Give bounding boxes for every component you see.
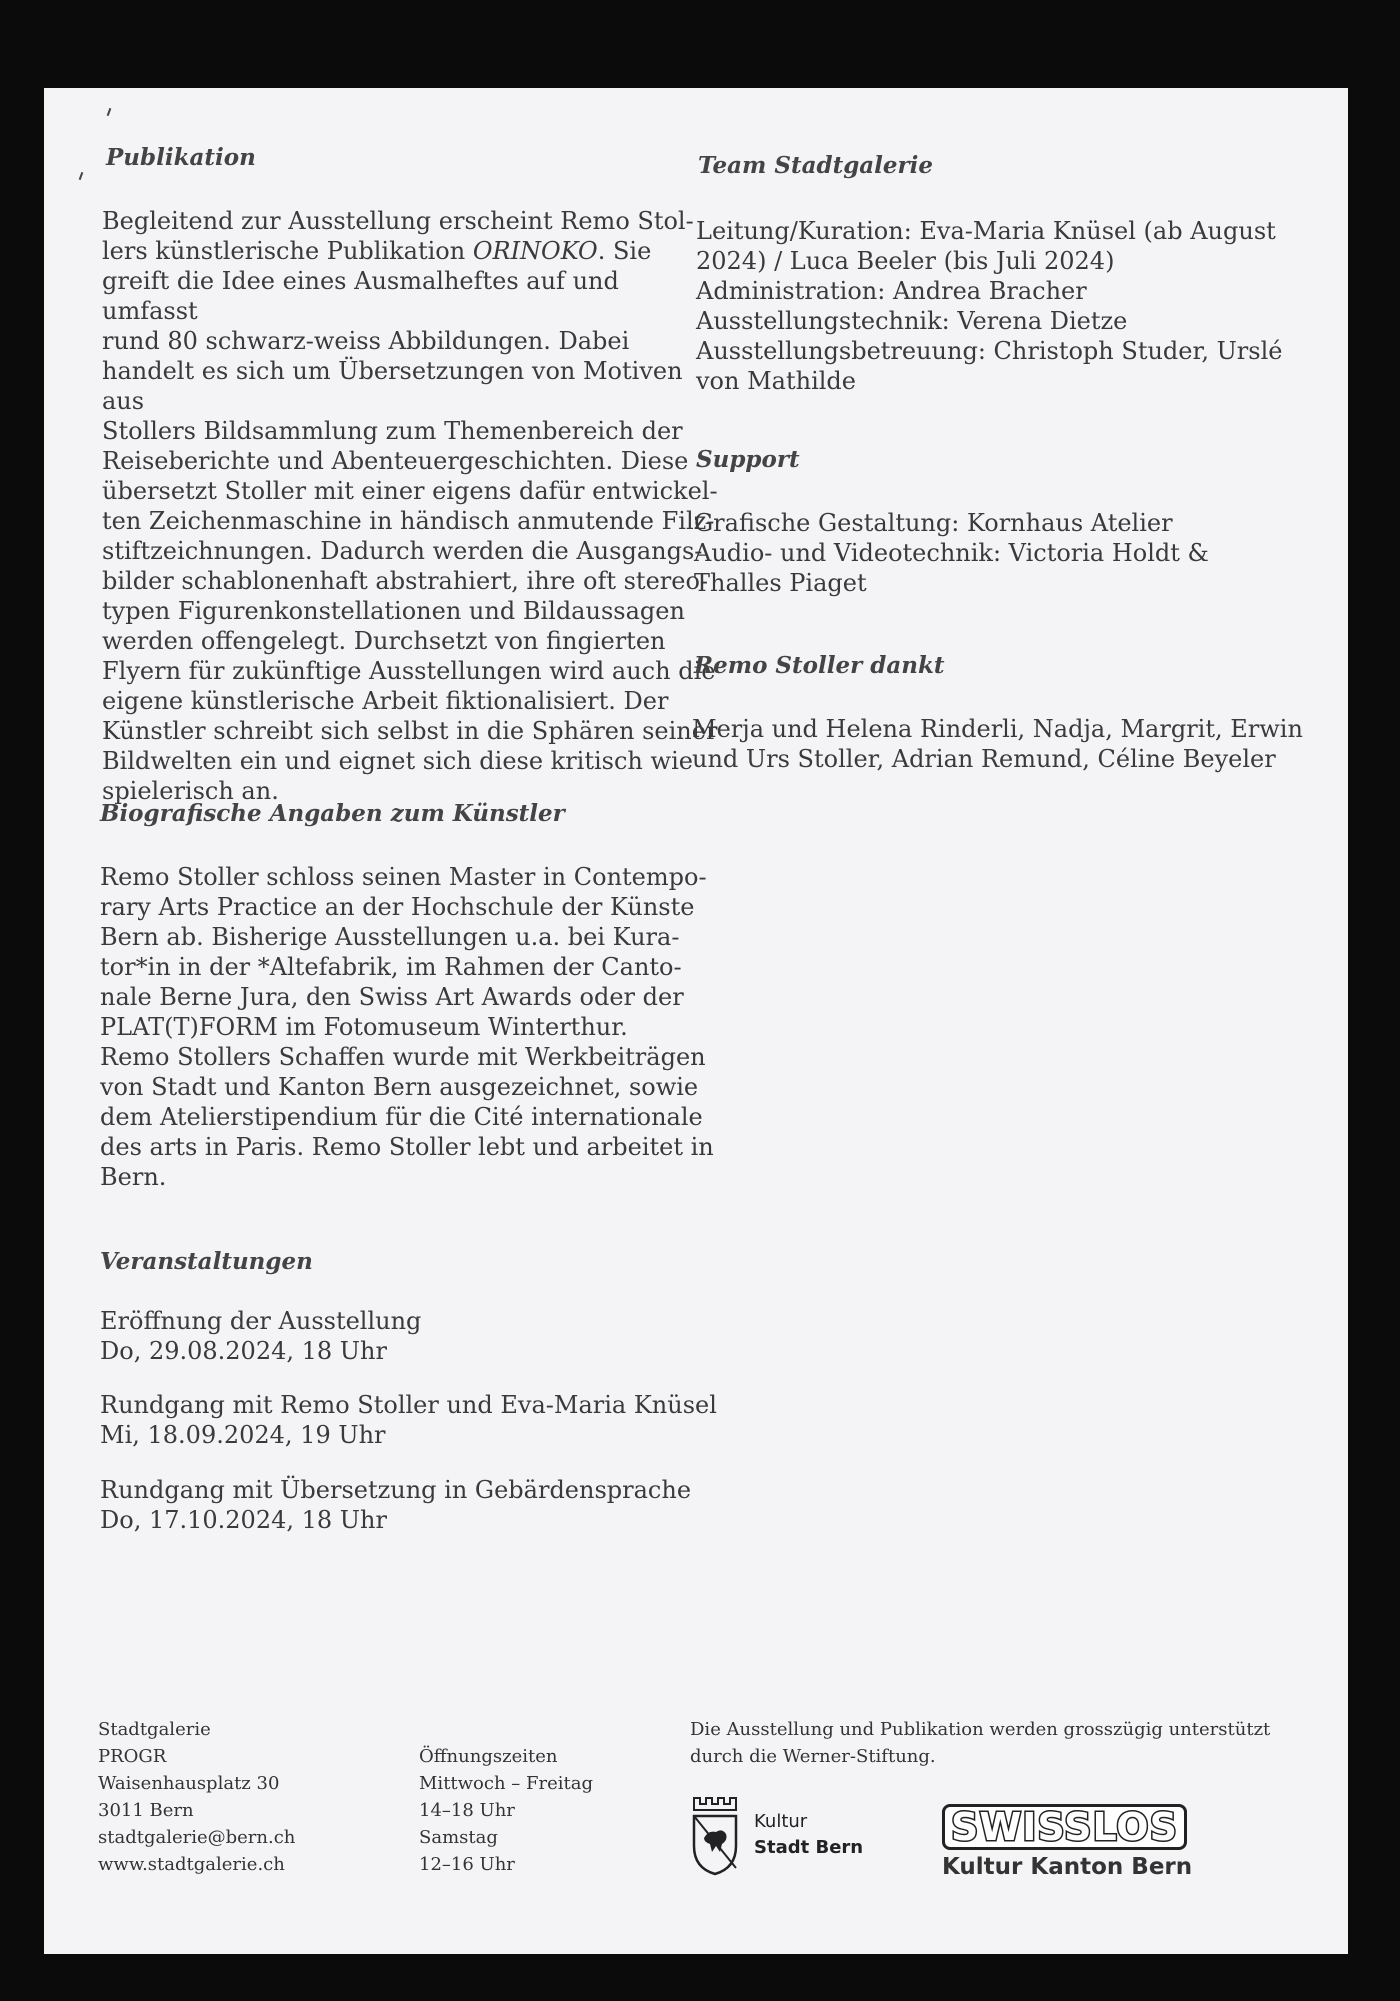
- publikation-body: [102, 206, 722, 806]
- text-line: PLAT(T)FORM im Fotomuseum Winterthur.: [100, 1013, 628, 1041]
- text-line: Thalles Piaget: [694, 569, 867, 597]
- footer-address: [98, 1716, 338, 1878]
- text-line: ten Zeichenmaschine in händisch anmutende Filz-: [102, 507, 715, 535]
- swisslos-logo: [942, 1804, 1192, 1880]
- team-heading: Team Stadtgalerie: [698, 152, 934, 179]
- text-line: Künstler schreibt sich selbst in die Sphären seiner: [102, 717, 718, 745]
- text-line: Leitung/Kuration: Eva-Maria Knüsel (ab August: [696, 217, 1276, 245]
- text-line: Merja und Helena Rinderli, Nadja, Margrit, Erwin: [692, 715, 1303, 743]
- text-line: Administration: Andrea Bracher: [696, 277, 1087, 305]
- address-line: PROGR: [98, 1746, 167, 1767]
- publikation-heading: Publikation: [106, 144, 256, 171]
- text-line: dem Atelierstipendium für die Cité internationale: [100, 1103, 703, 1131]
- text-line: nale Berne Jura, den Swiss Art Awards oder der: [100, 983, 684, 1011]
- hours-line: Samstag: [419, 1827, 498, 1848]
- document-page: [44, 88, 1348, 1954]
- text-line: Grafische Gestaltung: Kornhaus Atelier: [694, 509, 1173, 537]
- hours-line: Mittwoch – Freitag: [419, 1773, 594, 1794]
- sponsor-text: [690, 1716, 1310, 1770]
- text-line: typen Figurenkonstellationen und Bildaussagen: [102, 597, 685, 625]
- text-line: handelt es sich um Übersetzungen von Motiven aus: [102, 357, 683, 415]
- event-title: Rundgang mit Übersetzung in Gebärdensprache: [100, 1476, 692, 1504]
- swisslos-subtitle: Kultur Kanton Bern: [942, 1854, 1193, 1880]
- text-line: von Mathilde: [696, 367, 856, 395]
- support-body: [694, 508, 1314, 598]
- text-line: greift die Idee eines Ausmalheftes auf und umfasst: [102, 267, 619, 325]
- text-line: spielerisch an.: [102, 777, 279, 805]
- text-line: Stollers Bildsammlung zum Themenbereich der: [102, 417, 683, 445]
- text-line: Remo Stoller schloss seinen Master in Contempo-: [100, 863, 707, 891]
- team-body: [696, 216, 1316, 396]
- hours-line: Öffnungszeiten: [419, 1746, 558, 1767]
- pen-mark: [107, 108, 112, 116]
- text-line: Ausstellungstechnik: Verena Dietze: [696, 307, 1128, 335]
- logo-stadt-bern-text: Stadt Bern: [754, 1837, 864, 1858]
- text-line: Reiseberichte und Abenteuergeschichten. Diese: [102, 447, 689, 475]
- text-line: Begleitend zur Ausstellung erscheint Remo Stol-: [102, 207, 694, 235]
- publication-title: ORINOKO: [472, 237, 598, 265]
- bern-coat-of-arms-icon: [690, 1794, 740, 1876]
- logo-kultur-text: Kultur: [754, 1811, 808, 1832]
- support-heading: Support: [696, 446, 800, 473]
- text-line: des arts in Paris. Remo Stoller lebt und arbeitet in: [100, 1133, 714, 1161]
- text-line: lers künstlerische Publikation ORINOKO. Sie: [102, 237, 652, 265]
- text-line: übersetzt Stoller mit einer eigens dafür entwickel-: [102, 477, 718, 505]
- text-line: und Urs Stoller, Adrian Remund, Céline Beyeler: [692, 745, 1276, 773]
- swisslos-wordmark: SWISSLOS: [942, 1804, 1187, 1850]
- text-line: Bern.: [100, 1163, 167, 1191]
- text-line: tor*in in der *Altefabrik, im Rahmen der Canto-: [100, 953, 682, 981]
- event-title: Eröffnung der Ausstellung: [100, 1307, 422, 1335]
- text-line: Bern ab. Bisherige Ausstellungen u.a. bei Kura-: [100, 923, 680, 951]
- biografie-body: [100, 862, 720, 1192]
- hours-line: 14–18 Uhr: [419, 1800, 515, 1821]
- sponsor-line: Die Ausstellung und Publikation werden grosszügig unterstützt: [690, 1719, 1271, 1740]
- hours-line: 12–16 Uhr: [419, 1854, 515, 1875]
- pen-mark: [79, 172, 84, 180]
- sponsor-line: durch die Werner-Stiftung.: [690, 1746, 936, 1767]
- event-title: Rundgang mit Remo Stoller und Eva-Maria Knüsel: [100, 1391, 717, 1419]
- event-item: [100, 1475, 740, 1535]
- email-link[interactable]: stadtgalerie@bern.ch: [98, 1827, 296, 1848]
- website-link[interactable]: www.stadtgalerie.ch: [98, 1854, 285, 1875]
- text-line: 2024) / Luca Beeler (bis Juli 2024): [696, 247, 1115, 275]
- text-line: bilder schablonenhaft abstrahiert, ihre oft stereo-: [102, 567, 708, 595]
- address-line: Stadtgalerie: [98, 1719, 211, 1740]
- text-line: Ausstellungsbetreuung: Christoph Studer, Urslé: [696, 337, 1283, 365]
- text-line: Audio- und Videotechnik: Victoria Holdt &: [694, 539, 1209, 567]
- text-line: rund 80 schwarz-weiss Abbildungen. Dabei: [102, 327, 630, 355]
- event-date: Mi, 18.09.2024, 19 Uhr: [100, 1421, 386, 1449]
- event-date: Do, 29.08.2024, 18 Uhr: [100, 1337, 387, 1365]
- text-line: werden offengelegt. Durchsetzt von fingierten: [102, 627, 666, 655]
- address-line: Waisenhausplatz 30: [98, 1773, 280, 1794]
- dank-body: [692, 714, 1312, 774]
- address-line: 3011 Bern: [98, 1800, 194, 1821]
- event-item: [100, 1306, 740, 1366]
- event-date: Do, 17.10.2024, 18 Uhr: [100, 1506, 387, 1534]
- veranstaltungen-heading: Veranstaltungen: [100, 1248, 313, 1275]
- dank-heading: Remo Stoller dankt: [694, 652, 945, 679]
- text-line: Flyern für zukünftige Ausstellungen wird auch die: [102, 657, 716, 685]
- text-line: rary Arts Practice an der Hochschule der Künste: [100, 893, 695, 921]
- kultur-stadt-bern-logo: [690, 1794, 863, 1876]
- biografie-heading: Biografische Angaben zum Künstler: [100, 800, 565, 827]
- text-line: Remo Stollers Schaffen wurde mit Werkbeiträgen: [100, 1043, 706, 1071]
- text-line: von Stadt und Kanton Bern ausgezeichnet, sowie: [100, 1073, 699, 1101]
- text-line: eigene künstlerische Arbeit fiktionalisiert. Der: [102, 687, 669, 715]
- footer-hours: [419, 1743, 639, 1878]
- text-line: Bildwelten ein und eignet sich diese kritisch wie: [102, 747, 693, 775]
- event-item: [100, 1390, 740, 1450]
- text-line: stiftzeichnungen. Dadurch werden die Ausgangs-: [102, 537, 703, 565]
